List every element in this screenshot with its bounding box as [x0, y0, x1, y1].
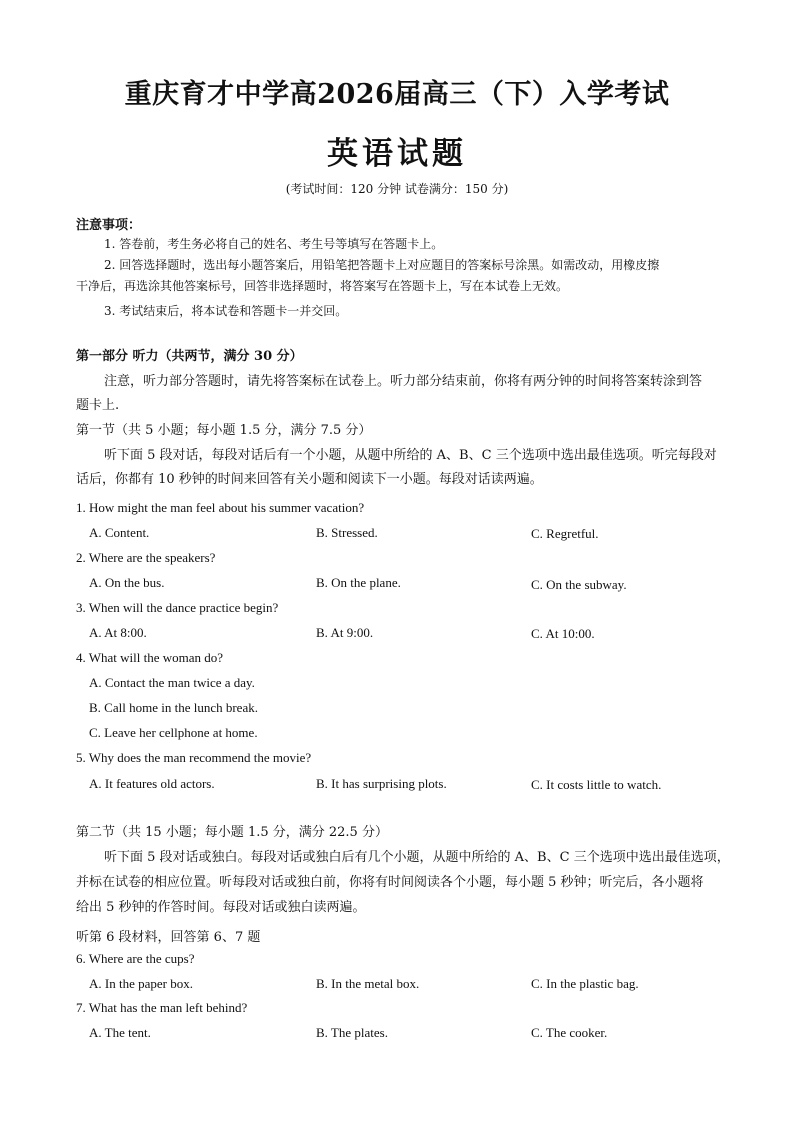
question-5-option-c: C. It costs little to watch. [531, 777, 662, 792]
subject-title: 英语试题 [327, 136, 467, 172]
page-title: 重庆育才中学高2026届高三（下）入学考试 [124, 79, 670, 110]
question-3-stem: 3. When will the dance practice begin? [76, 600, 279, 615]
exam-info: (考试时间：120 分钟 试卷满分：150 分) [285, 182, 509, 196]
question-4-option-c: C. Leave her cellphone at home. [89, 725, 258, 740]
notice-item-2-line-2: 干净后，再选涂其他答案标号，回答非选择题时，将答案写在答题卡上，写在本试卷上无效。 [76, 279, 569, 293]
section2-intro-line-3: 给出 5 秒钟的作答时间。每段对话或独白读两遍。 [76, 900, 366, 915]
part1-intro-line-1: 注意，听力部分答题时，请先将答案标在试卷上。听力部分结束前，你将有两分钟的时间将答案转涂到答 [104, 374, 703, 389]
question-7-stem: 7. What has the man left behind? [76, 1000, 248, 1015]
section2-intro-line-2: 并标在试卷的相应位置。听每段对话或独白前，你将有时间阅读各个小题，每小题 5 秒钟；听完后，各小题将 [76, 875, 704, 890]
question-3-option-c: C. At 10:00. [531, 626, 595, 641]
question-6-option-a: A. In the paper box. [89, 976, 193, 991]
question-2-option-b: B. On the plane. [316, 575, 401, 590]
question-5-option-b: B. It has surprising plots. [316, 776, 447, 791]
question-2-option-a: A. On the bus. [89, 575, 165, 590]
section2-heading: 第二节（共 15 小题；每小题 1.5 分，满分 22.5 分） [76, 825, 388, 840]
question-7-option-a: A. The tent. [89, 1025, 151, 1040]
section1-heading: 第一节（共 5 小题；每小题 1.5 分，满分 7.5 分） [76, 423, 372, 438]
question-7-option-b: B. The plates. [316, 1025, 388, 1040]
question-7-option-c: C. The cooker. [531, 1025, 608, 1040]
question-6-option-b: B. In the metal box. [316, 976, 420, 991]
question-4-option-b: B. Call home in the lunch break. [89, 700, 258, 715]
question-5-option-a: A. It features old actors. [89, 776, 215, 791]
question-1-option-c: C. Regretful. [531, 526, 599, 541]
question-3-option-b: B. At 9:00. [316, 625, 374, 640]
question-6-stem: 6. Where are the cups? [76, 951, 195, 966]
question-6-option-c: C. In the plastic bag. [531, 976, 639, 991]
question-1-option-a: A. Content. [89, 525, 150, 540]
section1-intro-line-2: 话后，你都有 10 秒钟的时间来回答有关小题和阅读下一小题。每段对话读两遍。 [76, 472, 543, 487]
notice-item-3: 3. 考试结束后，将本试卷和答题卡一并交回。 [104, 304, 348, 318]
question-5-stem: 5. Why does the man recommend the movie? [76, 750, 312, 765]
question-2-stem: 2. Where are the speakers? [76, 550, 216, 565]
question-4-stem: 4. What will the woman do? [76, 650, 224, 665]
notice-heading: 注意事项： [76, 218, 142, 233]
section2-intro-line-1: 听下面 5 段对话或独白。每段对话或独白后有几个小题，从题中所给的 A、B、C 三个选项中选出最佳选项， [104, 850, 730, 865]
notice-item-2-line-1: 2. 回答选择题时，选出每小题答案后，用铅笔把答题卡上对应题目的答案标号涂黑。如需改动，用橡皮擦 [104, 258, 660, 272]
section1-intro-line-1: 听下面 5 段对话，每段对话后有一个小题，从题中所给的 A、B、C 三个选项中选出最佳选项。听完每段对 [104, 448, 717, 463]
question-3-option-a: A. At 8:00. [89, 625, 147, 640]
material-6-heading: 听第 6 段材料，回答第 6、7 题 [76, 930, 261, 945]
part1-heading: 第一部分 听力（共两节，满分 30 分） [76, 349, 303, 364]
notice-item-1: 1. 答卷前，考生务必将自己的姓名、考生号等填写在答题卡上。 [104, 237, 444, 251]
part1-intro-line-2: 题卡上. [76, 398, 120, 413]
question-2-option-c: C. On the subway. [531, 577, 627, 592]
question-1-stem: 1. How might the man feel about his summer vacation? [76, 500, 365, 515]
question-4-option-a: A. Contact the man twice a day. [89, 675, 255, 690]
question-1-option-b: B. Stressed. [316, 525, 378, 540]
